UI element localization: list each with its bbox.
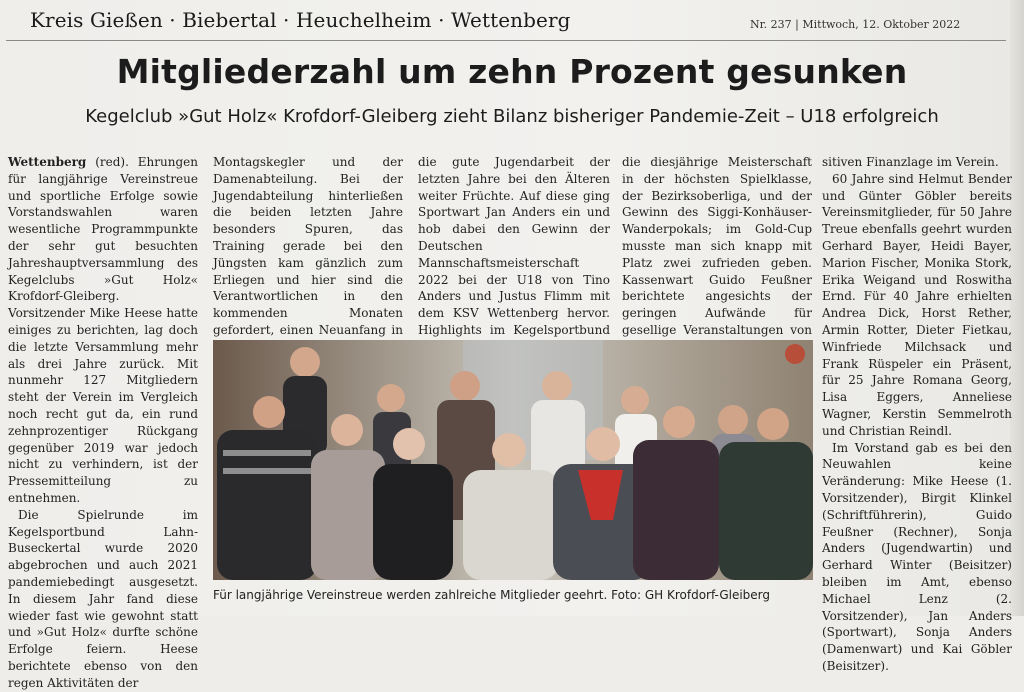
article-column-5 xyxy=(822,154,1012,673)
header-rule xyxy=(6,40,1006,41)
photo-caption: Für langjährige Vereinstreue werden zahlreiche Mitglieder geehrt. Foto: GH Krofdorf-Gleiberg xyxy=(213,588,771,602)
article-column-3 xyxy=(418,154,610,337)
article-column-2 xyxy=(213,154,403,337)
column-3-text: die gute Jugendarbeit der letzten Jahre bei den Älteren weiter Früchte. Auf diese ging Sportwart Jan Anders ein und hob dabei den Gewinn der Deutschen Mannschaftsmeisterschaft 2022 bei der U18 von Tino Anders und Justus Flimm mit dem KSV Wettenberg hervor. Highlights im Kegelsportbund xyxy=(418,155,610,337)
adjacent-page-edge xyxy=(1010,0,1024,616)
column-4-text: die diesjährige Meisterschaft in der höchsten Spielklasse, der Bezirksoberliga, und der Gewinn des Siggi-Konhäuser-Wanderpokals; im Gold-Cup musste man sich knapp mit Platz zwei zufrieden geben. Kassenwart Guido Feußner berichtete angesichts der geringen Aufwände für gesellige Veranstaltungen von xyxy=(622,155,812,337)
article-column-1 xyxy=(8,154,198,690)
article-subheadline: Kegelclub »Gut Holz« Krofdorf-Gleiberg zieht Bilanz bisheriger Pandemie-Zeit – U18 erfolgreich xyxy=(85,106,939,127)
column-5-paragraph-1: sitiven Finanzlage im Verein. xyxy=(822,155,999,169)
column-2-text: Montagskegler und der Damenabteilung. Bei der Jugendabteilung hinterließen die beiden letzten Jahre besonders Spuren, das Training gerade bei den Jüngsten kam gänzlich zum Erliegen und hier sind die Verantwortlichen in den kommenden Monaten gefordert, einen Neuanfang in xyxy=(213,155,403,337)
group-photo xyxy=(213,340,813,580)
regional-section-header: Kreis Gießen · Biebertal · Heuchelheim · Wettenberg xyxy=(30,8,571,32)
column-5-paragraph-2: 60 Jahre sind Helmut Bender und Günter Göbler bereits Vereinsmitglieder, für 50 Jahre Treue ebenfalls geehrt wurden Gerhard Bayer, Heidi Bayer, Marion Fischer, Monika Stork, Erika Weigand und Roswitha Ernd. Für 40 Jahre erhielten Andrea Dick, Horst Rether, Armin Rotter, Dieter Fietkau, Winfriede Milchsack und Frank Rüspeler ein Präsent, für 25 Jahre Romana Georg, Lisa Eggers, Anneliese Wagner, Kerstin Semmelroth und Christian Reindl. xyxy=(822,171,1012,438)
dateline: Wettenberg xyxy=(8,155,87,169)
article-column-4 xyxy=(622,154,812,337)
column-1-paragraph-1: (red). Ehrungen für langjährige Vereinstreue und sportliche Erfolge sowie Vorstandswahlen waren wesentliche Programmpunkte der sehr gut besuchten Jahreshauptversammlung des Kegelclubs »Gut Holz« Krofdorf-Gleiberg. Vorsitzender Mike Heese hatte einiges zu berichten, lag doch die letzte Versammlung mehr als drei Jahre zurück. Mit nunmehr 127 Mitgliedern steht der Verein im Vergleich noch recht gut da, ein rund zehnprozentiger Rückgang gegenüber 2019 war jedoch nicht zu verhindern, ist der Pressemitteilung zu entnehmen. xyxy=(8,155,198,505)
column-5-paragraph-3: Im Vorstand gab es bei den Neuwahlen keine Veränderung: Mike Heese (1. Vorsitzender), Birgit Klinkel (Schriftführerin), Guido Feußner (Rechner), Sonja Anders (Jugendwartin) und Gerhard Winter (Beisitzer) bleiben im Amt, ebenso Michael Lenz (2. Vorsitzender), Jan Anders (Sportwart), Sonja Anders (Damenwart) und Kai Göbler (Beisitzer). xyxy=(822,440,1012,673)
column-1-paragraph-2: Die Spielrunde im Kegelsportbund Lahn-Buseckertal wurde 2020 abgebrochen und auch 2021 pandemiebedingt ausgesetzt. In diesem Jahr fand diese wieder fast wie gewohnt statt und »Gut Holz« durfte schöne Erfolge feiern. Heese berichtete ebenso von den regen Aktivitäten der xyxy=(8,507,198,690)
article-headline: Mitgliederzahl um zehn Prozent gesunken xyxy=(116,52,908,91)
group-photo-illustration xyxy=(213,340,813,580)
issue-info: Nr. 237 | Mittwoch, 12. Oktober 2022 xyxy=(750,18,961,31)
